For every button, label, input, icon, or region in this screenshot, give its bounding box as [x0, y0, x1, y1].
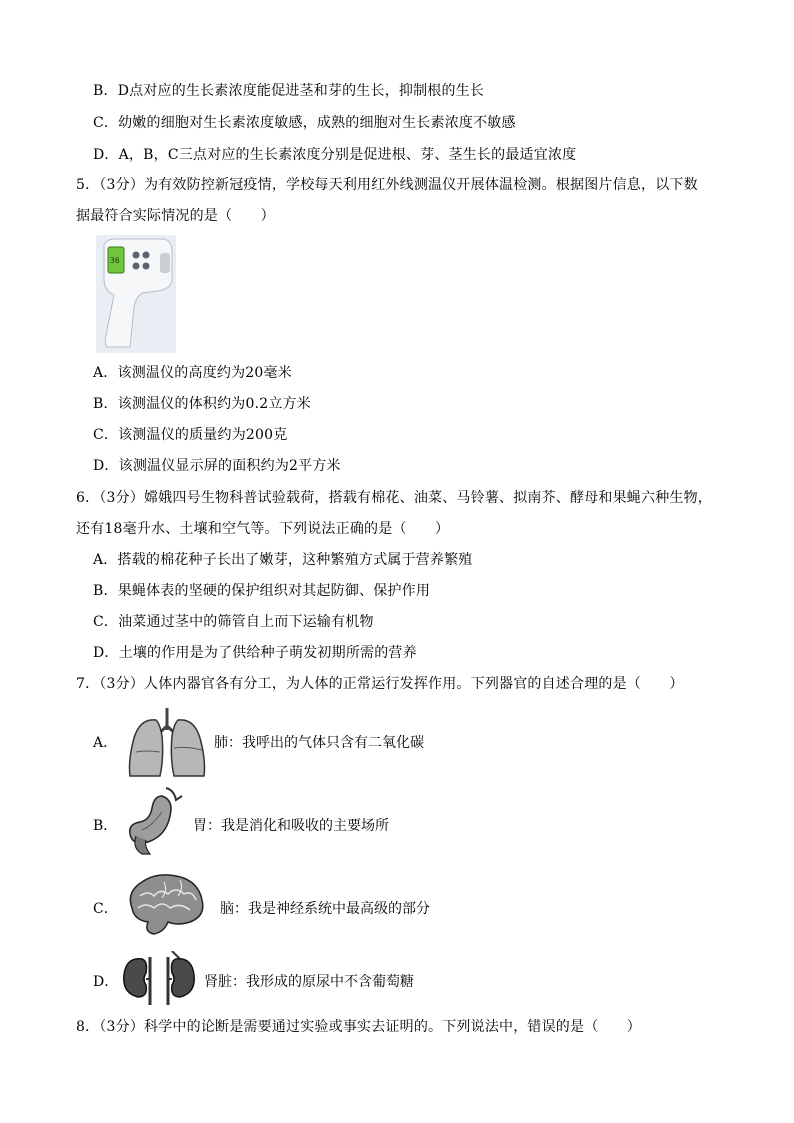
brain-icon	[124, 872, 206, 938]
q6-option-d: D．土壤的作用是为了供给种子萌发初期所需的营养	[93, 645, 417, 661]
q7-option-d-text: 肾脏：我形成的原尿中不含葡萄糖	[204, 974, 414, 990]
q6-stem-line1: 6．（3分）嫦娥四号生物科普试验载荷，搭载有棉花、油菜、马铃薯、拟南芥、酵母和果蝇六种生物，	[76, 490, 713, 506]
q7-stem: 7．（3分）人体内器官各有分工，为人体的正常运行发挥作用。下列器官的自述合理的是（ ）	[76, 676, 684, 692]
q7-option-a-text: 肺：我呼出的气体只含有二氧化碳	[214, 735, 424, 751]
q4-option-d: D．A，B，C三点对应的生长素浓度分别是促进根、芽、茎生长的最适宜浓度	[93, 147, 577, 163]
q5-option-c: C．该测温仪的质量约为200克	[93, 427, 288, 443]
q7-option-c-text: 脑：我是神经系统中最高级的部分	[220, 901, 430, 917]
q4-option-c: C．幼嫩的细胞对生长素浓度敏感，成熟的细胞对生长素浓度不敏感	[93, 115, 516, 131]
q8-stem: 8．（3分）科学中的论断是需要通过实验或事实去证明的。下列说法中，错误的是（ ）	[76, 1019, 642, 1035]
q4-option-b: B．D点对应的生长素浓度能促进茎和芽的生长，抑制根的生长	[93, 83, 485, 99]
q7-option-a-letter: A．	[93, 735, 118, 751]
q7-option-c-letter: C．	[93, 901, 118, 917]
q6-option-b: B．果蝇体表的坚硬的保护组织对其起防御、保护作用	[93, 583, 431, 599]
kidney-icon	[120, 951, 198, 1007]
q7-option-b-letter: B．	[93, 818, 118, 834]
q6-stem-line2: 还有18毫升水、土壤和空气等。下列说法正确的是（ ）	[76, 521, 450, 537]
infrared-thermometer-image	[96, 235, 176, 353]
q7-option-b-text: 胃：我是消化和吸收的主要场所	[193, 818, 389, 834]
q6-option-a: A．搭载的棉花种子长出了嫩芽，这种繁殖方式属于营养繁殖	[93, 552, 473, 568]
q5-option-d: D．该测温仪显示屏的面积约为2平方米	[93, 458, 341, 474]
q5-option-a: A．该测温仪的高度约为20毫米	[93, 365, 292, 381]
stomach-icon	[122, 786, 188, 856]
svg-text:36: 36	[110, 256, 120, 265]
lungs-icon	[126, 708, 208, 778]
q5-stem-line1: 5．（3分）为有效防控新冠疫情，学校每天利用红外线测温仪开展体温检测。根据图片信息，以下数	[76, 177, 698, 193]
q7-option-d-letter: D．	[93, 974, 119, 990]
q5-option-b: B．该测温仪的体积约为0.2立方米	[93, 396, 311, 412]
q5-stem-line2: 据最符合实际情况的是（ ）	[76, 208, 275, 224]
q6-option-c: C．油菜通过茎中的筛管自上而下运输有机物	[93, 614, 374, 630]
